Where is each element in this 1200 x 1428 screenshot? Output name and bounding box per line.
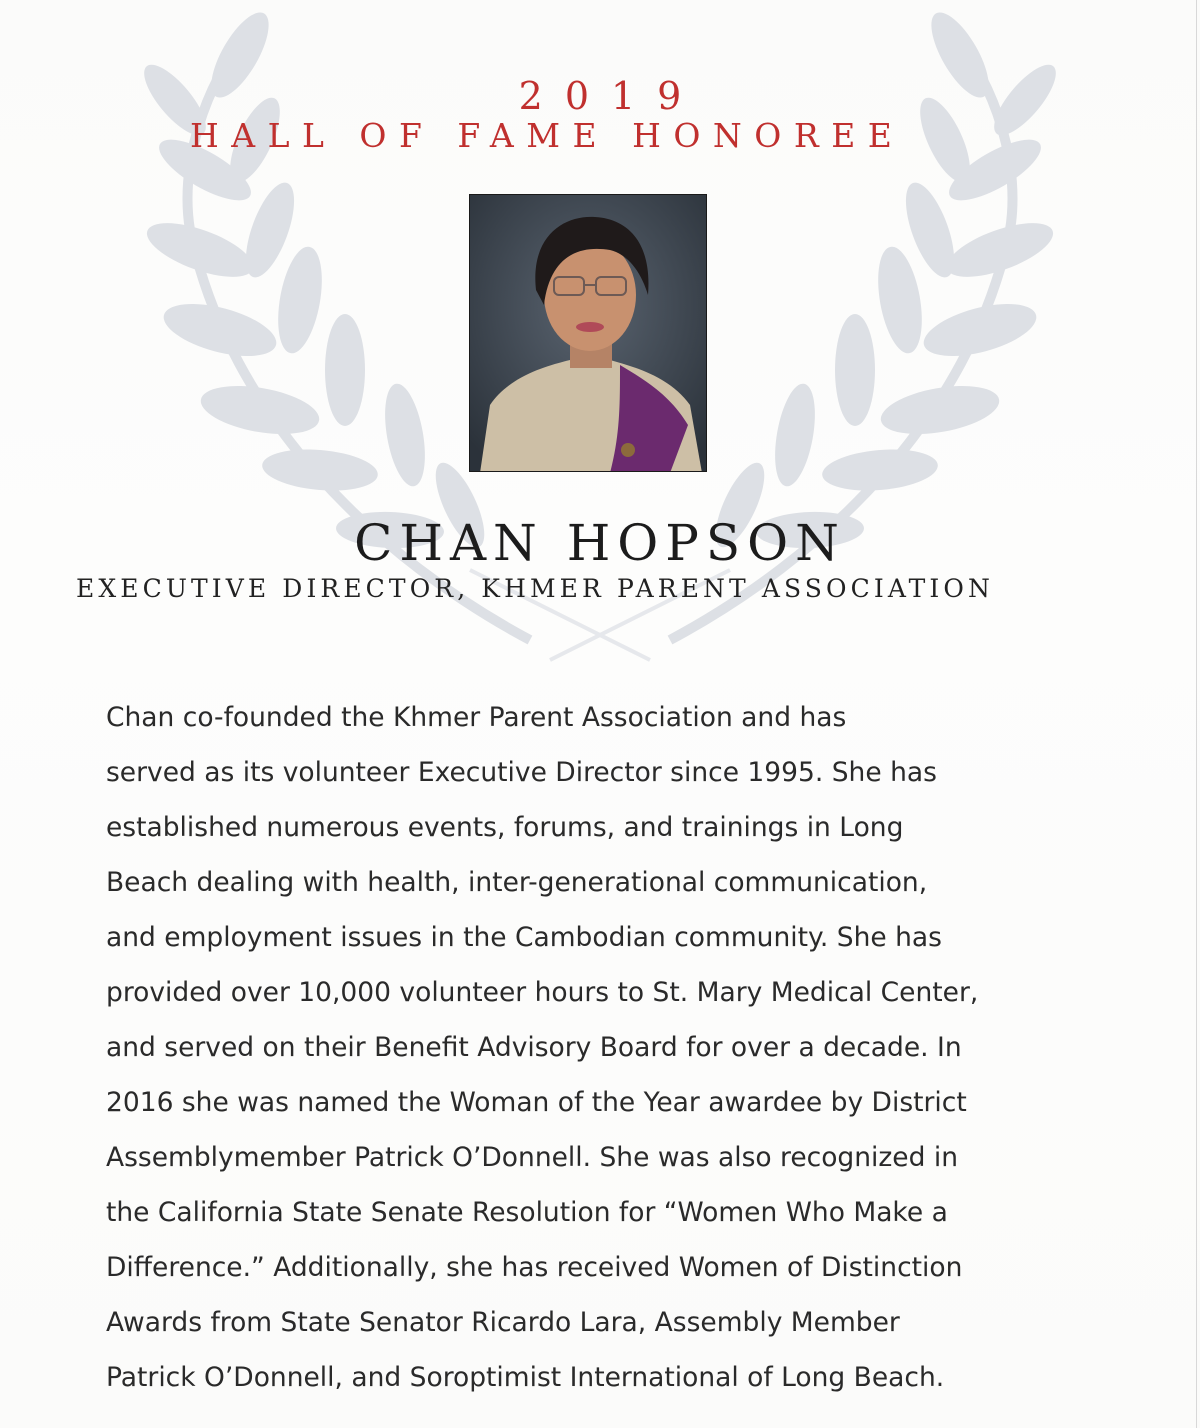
- bio-line: provided over 10,000 volunteer hours to St. Mary Medical Center,: [106, 977, 979, 1008]
- honoree-portrait: [469, 194, 707, 472]
- bio-line: Patrick O’Donnell, and Soroptimist International of Long Beach.: [106, 1362, 945, 1393]
- bio-line: and employment issues in the Cambodian community. She has: [106, 922, 942, 953]
- honoree-year: 2019: [518, 74, 704, 118]
- honoree-biography: [106, 690, 1106, 1405]
- bio-line: Assemblymember Patrick O’Donnell. She was also recognized in: [106, 1142, 959, 1173]
- bio-line: Chan co-founded the Khmer Parent Association and has: [106, 702, 847, 733]
- bio-line: Difference.” Additionally, she has received Women of Distinction: [106, 1252, 963, 1283]
- bio-line: the California State Senate Resolution for “Women Who Make a: [106, 1197, 948, 1228]
- bio-line: established numerous events, forums, and trainings in Long: [106, 812, 904, 843]
- bio-line: 2016 she was named the Woman of the Year awardee by District: [106, 1087, 967, 1118]
- portrait-icon: [470, 195, 707, 472]
- bio-line: Awards from State Senator Ricardo Lara, Assembly Member: [106, 1307, 900, 1338]
- honoree-name: CHAN HOPSON: [354, 514, 846, 572]
- honoree-role: EXECUTIVE DIRECTOR, KHMER PARENT ASSOCIATION: [76, 574, 994, 603]
- bio-line: and served on their Benefit Advisory Board for over a decade. In: [106, 1032, 962, 1063]
- bio-line: Beach dealing with health, inter-generational communication,: [106, 867, 928, 898]
- hall-of-fame-title: HALL OF FAME HONOREE: [190, 116, 905, 155]
- bio-line: served as its volunteer Executive Director since 1995. She has: [106, 757, 937, 788]
